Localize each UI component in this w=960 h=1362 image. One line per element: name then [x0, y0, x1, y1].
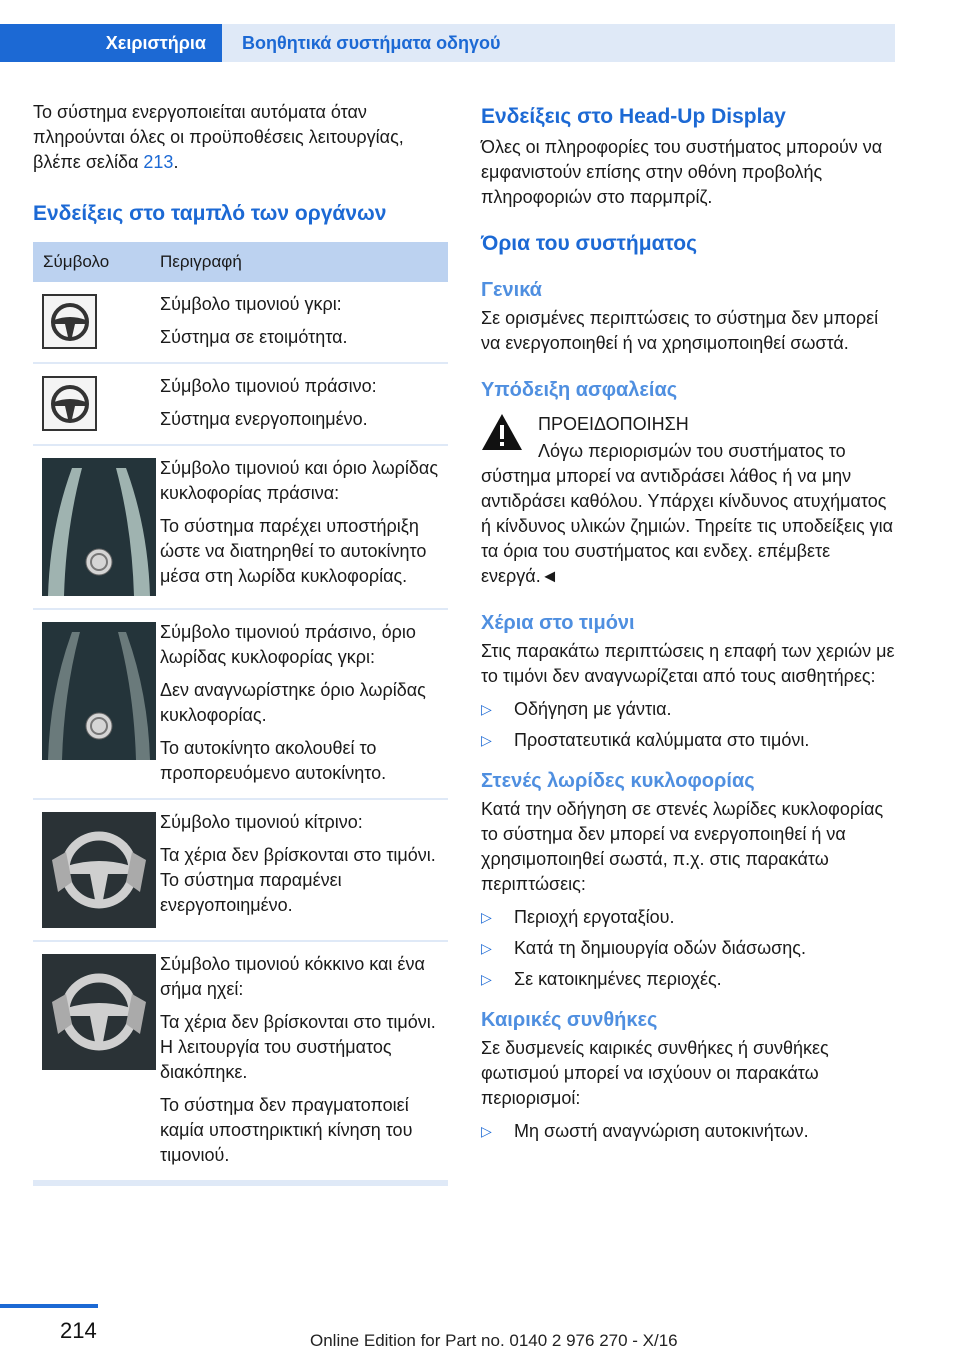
hud-heading: Ενδείξεις στο Head-Up Display	[481, 105, 786, 128]
row-0-line-0: Σύμβολο τιμονιού γκρι:	[160, 294, 342, 314]
system-limits-heading: Όρια του συστήματος	[481, 232, 698, 255]
triangle-bullet-icon: ▷	[481, 940, 492, 956]
list-item	[481, 697, 896, 722]
row-3-line-0: Σύμβολο τιμονιού πράσινο, όριο λωρίδας κυκλοφορίας γκρι:	[160, 622, 416, 667]
general-heading: Γενικά	[481, 279, 542, 301]
hands-item-0: Οδήγηση με γάντια.	[514, 699, 672, 719]
row-3-line-2: Το αυτοκίνητο ακολουθεί το προπορευόμενο αυτοκίνητο.	[160, 738, 387, 783]
row-0-line-1: Σύστημα σε ετοιμότητα.	[160, 327, 348, 347]
steering-wheel-gray-icon	[42, 294, 97, 349]
warning-triangle-icon	[481, 412, 523, 452]
narrow-item-0: Περιοχή εργοταξίου.	[514, 907, 675, 927]
warning-text: Λόγω περιορισμών του συστήματος το σύστημα μπορεί να αντιδράσει λάθος ή να μην αντιδράσει καθόλου. Υπάρχει κίνδυνος ατυχήματος ή κίνδυνος υλικών ζημιών. Τηρείτε τις υποδείξεις για τα όρια του συστήματος και ενδεχ. επέμβετε ενεργά.◄	[481, 441, 894, 586]
narrow-lanes-list	[481, 905, 896, 992]
col-description-header: Περιγραφή	[160, 252, 242, 271]
row-2-line-1: Το σύστημα παρέχει υποστήριξη ώστε να διατηρηθεί το αυτοκίνητο μέσα στη λωρίδα κυκλοφορίας.	[160, 516, 427, 586]
hands-text: Στις παρακάτω περιπτώσεις η επαφή των χεριών με το τιμόνι δεν αναγνωρίζεται από τους αισθητήρες:	[481, 641, 895, 686]
hud-text: Όλες οι πληροφορίες του συστήματος μπορούν να εμφανιστούν επίσης στην οθόνη προβολής πληροφοριών στο παρμπρίζ.	[481, 137, 883, 207]
tab-controls[interactable]: Χειριστήρια	[0, 24, 222, 62]
triangle-bullet-icon: ▷	[481, 909, 492, 925]
table-row	[33, 282, 448, 364]
warning-title: ΠΡΟΕΙΔΟΠΟΙΗΣΗ	[538, 414, 689, 434]
left-column	[33, 100, 448, 1186]
triangle-bullet-icon: ▷	[481, 971, 492, 987]
row-1-line-1: Σύστημα ενεργοποιημένο.	[160, 409, 368, 429]
hands-list	[481, 697, 896, 753]
table-row	[33, 800, 448, 942]
row-5-line-1: Τα χέρια δεν βρίσκονται στο τιμόνι. Η λειτουργία του συστήματος διακόπηκε.	[160, 1012, 436, 1082]
lane-limits-green-icon	[42, 458, 156, 596]
right-column	[481, 103, 896, 1150]
page-header	[0, 0, 895, 62]
row-1-line-0: Σύμβολο τιμονιού πράσινο:	[160, 376, 377, 396]
weather-heading: Καιρικές συνθήκες	[481, 1009, 658, 1031]
weather-item-0: Μη σωστή αναγνώριση αυτοκινήτων.	[514, 1121, 809, 1141]
list-item	[481, 967, 896, 992]
tab-driver-assistance[interactable]: Βοηθητικά συστήματα οδηγού	[222, 24, 895, 62]
narrow-lanes-heading: Στενές λωρίδες κυκλοφορίας	[481, 770, 755, 792]
row-4-line-0: Σύμβολο τιμονιού κίτρινο:	[160, 812, 363, 832]
row-4-line-1: Τα χέρια δεν βρίσκονται στο τιμόνι. Το σύστημα παραμένει ενεργοποιημένο.	[160, 845, 436, 915]
list-item	[481, 936, 896, 961]
list-item	[481, 905, 896, 930]
safety-heading: Υπόδειξη ασφαλείας	[481, 379, 678, 401]
table-bottom-rule	[33, 1180, 448, 1186]
general-text: Σε ορισμένες περιπτώσεις το σύστημα δεν μπορεί να ενεργοποιηθεί ή να χρησιμοποιηθεί σωστά.	[481, 308, 879, 353]
row-2-line-0: Σύμβολο τιμονιού και όριο λωρίδας κυκλοφορίας πράσινα:	[160, 458, 439, 503]
hands-on-wheel-red-icon	[42, 954, 156, 1070]
hands-on-wheel-yellow-icon	[42, 812, 156, 928]
row-5-line-2: Το σύστημα δεν πραγματοποιεί καμία υποστηρικτική κίνηση του τιμονιού.	[160, 1095, 413, 1165]
page-link-213[interactable]: 213	[143, 152, 174, 172]
narrow-item-1: Κατά τη δημιουργία οδών διάσωσης.	[514, 938, 806, 958]
lane-limits-gray-icon	[42, 622, 156, 760]
symbol-table	[33, 242, 448, 1186]
triangle-bullet-icon: ▷	[481, 732, 492, 748]
triangle-bullet-icon: ▷	[481, 701, 492, 717]
cluster-indicators-heading: Ενδείξεις στο ταμπλό των οργάνων	[33, 202, 387, 225]
table-row	[33, 364, 448, 446]
hands-heading: Χέρια στο τιμόνι	[481, 612, 635, 634]
narrow-item-2: Σε κατοικημένες περιοχές.	[514, 969, 722, 989]
edition-footer: Online Edition for Part no. 0140 2 976 270 - X/16	[310, 1331, 678, 1350]
intro-end: .	[173, 152, 179, 172]
narrow-lanes-text: Κατά την οδήγηση σε στενές λωρίδες κυκλοφορίας το σύστημα δεν μπορεί να ενεργοποιηθεί ή να χρησιμοποιηθεί σωστά, π.χ. στις παρακάτω περιπτώσεις:	[481, 799, 884, 894]
col-symbol-header: Σύμβολο	[43, 252, 110, 271]
row-3-line-1: Δεν αναγνωρίστηκε όριο λωρίδας κυκλοφορίας.	[160, 680, 426, 725]
triangle-bullet-icon: ▷	[481, 1123, 492, 1139]
page-number: 214	[60, 1318, 97, 1343]
intro-paragraph	[33, 100, 448, 175]
weather-list	[481, 1119, 896, 1144]
table-row	[33, 610, 448, 800]
footer-rule	[0, 1304, 98, 1308]
row-5-line-0: Σύμβολο τιμονιού κόκκινο και ένα σήμα ηχεί:	[160, 954, 425, 999]
intro-text: Το σύστημα ενεργοποιείται αυτόματα όταν πληρούνται όλες οι προϋποθέσεις λειτουργίας, βλέπε σελίδα	[33, 102, 404, 172]
table-row	[33, 446, 448, 610]
list-item	[481, 1119, 896, 1144]
hands-item-1: Προστατευτικά καλύμματα στο τιμόνι.	[514, 730, 810, 750]
table-row	[33, 942, 448, 1180]
weather-text: Σε δυσμενείς καιρικές συνθήκες ή συνθήκες φωτισμού μπορεί να ισχύουν οι παρακάτω περιορισμοί:	[481, 1038, 829, 1108]
list-item	[481, 728, 896, 753]
table-header	[33, 242, 448, 282]
steering-wheel-green-icon	[42, 376, 97, 431]
